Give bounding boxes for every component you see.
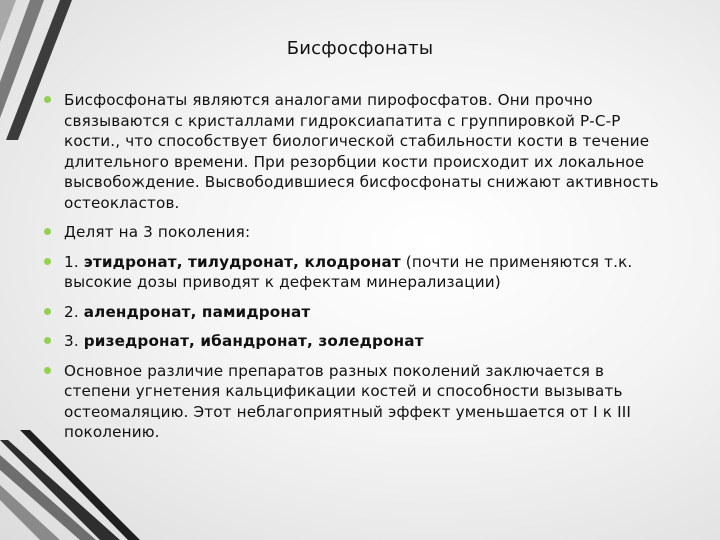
stripe-gray-bottom [0, 455, 96, 540]
bullet-text: Бисфосфонаты являются аналогами пирофосфатов. Они прочно связываются с кристаллами гидроксиапатита с группировкой Р-С-Р кости., что способствует биологической стабильности кости в течение длительного времени. При резорбции кости происходит их локальное высвобождение. Высвободившиеся бисфосфонаты снижают активность остеокластов. [64, 91, 659, 212]
bullet-dot [44, 228, 51, 235]
bullet-suffix: (почти не применяются т.к. высокие дозы приводят к дефектам минерализации) [64, 252, 633, 291]
bullet-prefix: 2. [64, 302, 84, 321]
stripe-light-top [0, 0, 16, 42]
bullet-bold-text: этидронат, тилудронат, клодронат [83, 252, 401, 271]
bullet-item [44, 252, 674, 293]
bullet-dot [44, 308, 51, 315]
bullet-dot [44, 96, 51, 103]
bullet-dot [44, 258, 51, 265]
bullet-text: Делят на 3 поколения: [64, 223, 251, 241]
bullet-bold-text: алендронат, памидронат [83, 302, 311, 321]
bullet-item [44, 331, 674, 352]
bullet-dot [44, 337, 51, 344]
bullet-list [44, 90, 674, 452]
bullet-bold-text: ризедронат, ибандронат, золедронат [83, 332, 424, 350]
bullet-item [44, 361, 674, 443]
bullet-text: Основное различие препаратов разных поколений заключается в степени угнетения кальцификации костей и способности вызывать остеомаляцию. Этот неблагоприятный эффект уменьшается от I к III поколению. [64, 361, 631, 441]
slide-title: Бисфосфонаты [286, 38, 434, 59]
bullet-item [44, 90, 674, 213]
bullet-item [44, 222, 674, 243]
stripe-dark-bottom [0, 440, 120, 540]
bullet-prefix: 1. [64, 252, 84, 271]
bullet-item [44, 302, 674, 323]
bullet-dot [44, 367, 51, 374]
bullet-prefix: 3. [64, 332, 84, 350]
